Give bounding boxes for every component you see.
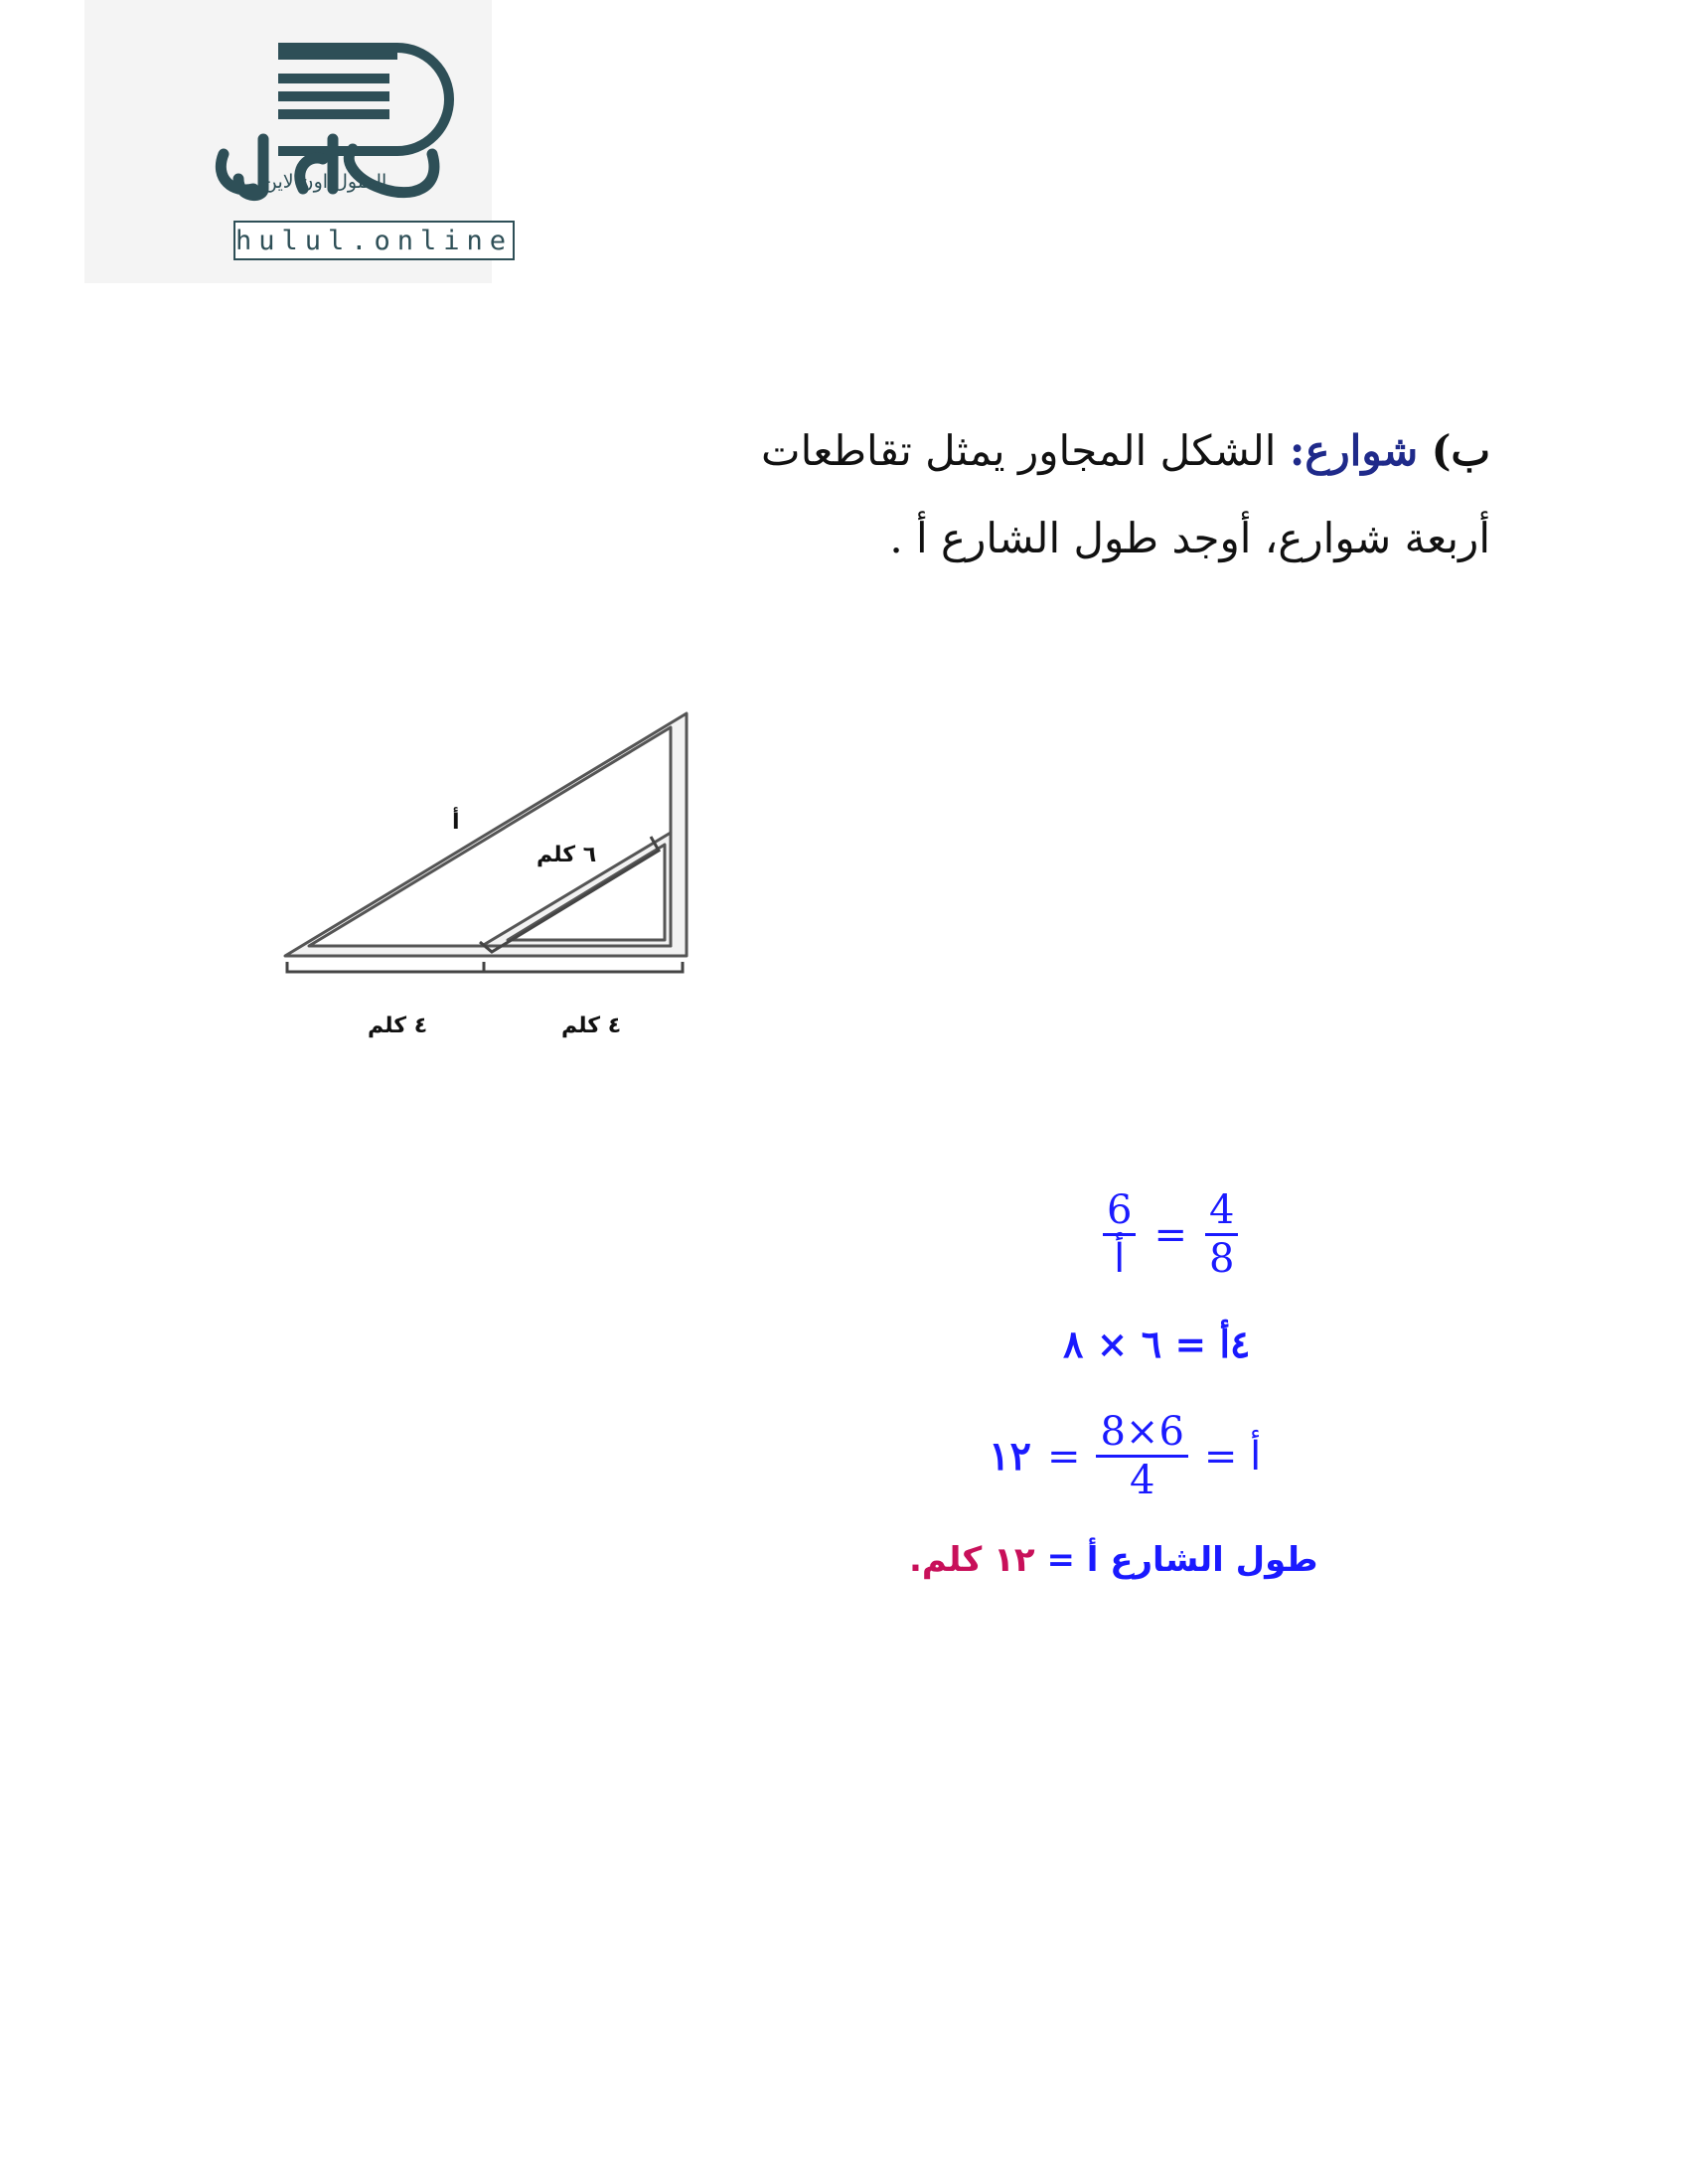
answer-value: ١٢ كلم. [909, 1540, 1035, 1580]
answer-text: طول الشارع أ = [1046, 1540, 1318, 1580]
lhs-variable: أ = [1203, 1433, 1262, 1480]
fraction-left: $\frac{6}{\text{أ}}$ [1103, 1187, 1136, 1282]
logo-url: hulul.online [234, 225, 514, 256]
fraction-right: $\frac{4}{8}$ [1205, 1187, 1238, 1282]
question-keyword: شوارع: [1289, 426, 1419, 475]
label-6km: ٦ كلم [537, 843, 597, 867]
logo-url-box [233, 221, 515, 260]
result-value: ١٢ [989, 1433, 1031, 1480]
equation-solve [989, 1409, 1261, 1503]
streets-diagram [273, 696, 730, 1073]
triangle-figure [273, 696, 730, 1073]
question [596, 407, 1490, 582]
question-label: ب) [1431, 426, 1490, 475]
label-bottom-right: ٤ كلم [561, 1014, 622, 1038]
equation-proportion [1103, 1187, 1238, 1282]
fraction-solve: $\frac{8\times 6}{4}$ [1096, 1409, 1187, 1503]
equation-cross-multiply: ٤أ = ٦ × ٨ [1063, 1322, 1251, 1366]
label-street-a: أ [452, 810, 460, 835]
logo [84, 0, 514, 283]
question-line-1 [596, 407, 1490, 495]
bottom-braces [287, 962, 683, 972]
question-line-2: أربعة شوارع، أوجد طول الشارع أ . [889, 514, 1490, 562]
equals-sign: = [1153, 1211, 1187, 1258]
equals-sign-2: = [1046, 1433, 1081, 1480]
logo-tagline: الحلول اون لاين [263, 171, 387, 193]
label-bottom-left: ٤ كلم [368, 1014, 428, 1038]
final-answer [909, 1540, 1318, 1580]
question-line-1-text: الشكل المجاور يمثل تقاطعات [761, 426, 1277, 475]
